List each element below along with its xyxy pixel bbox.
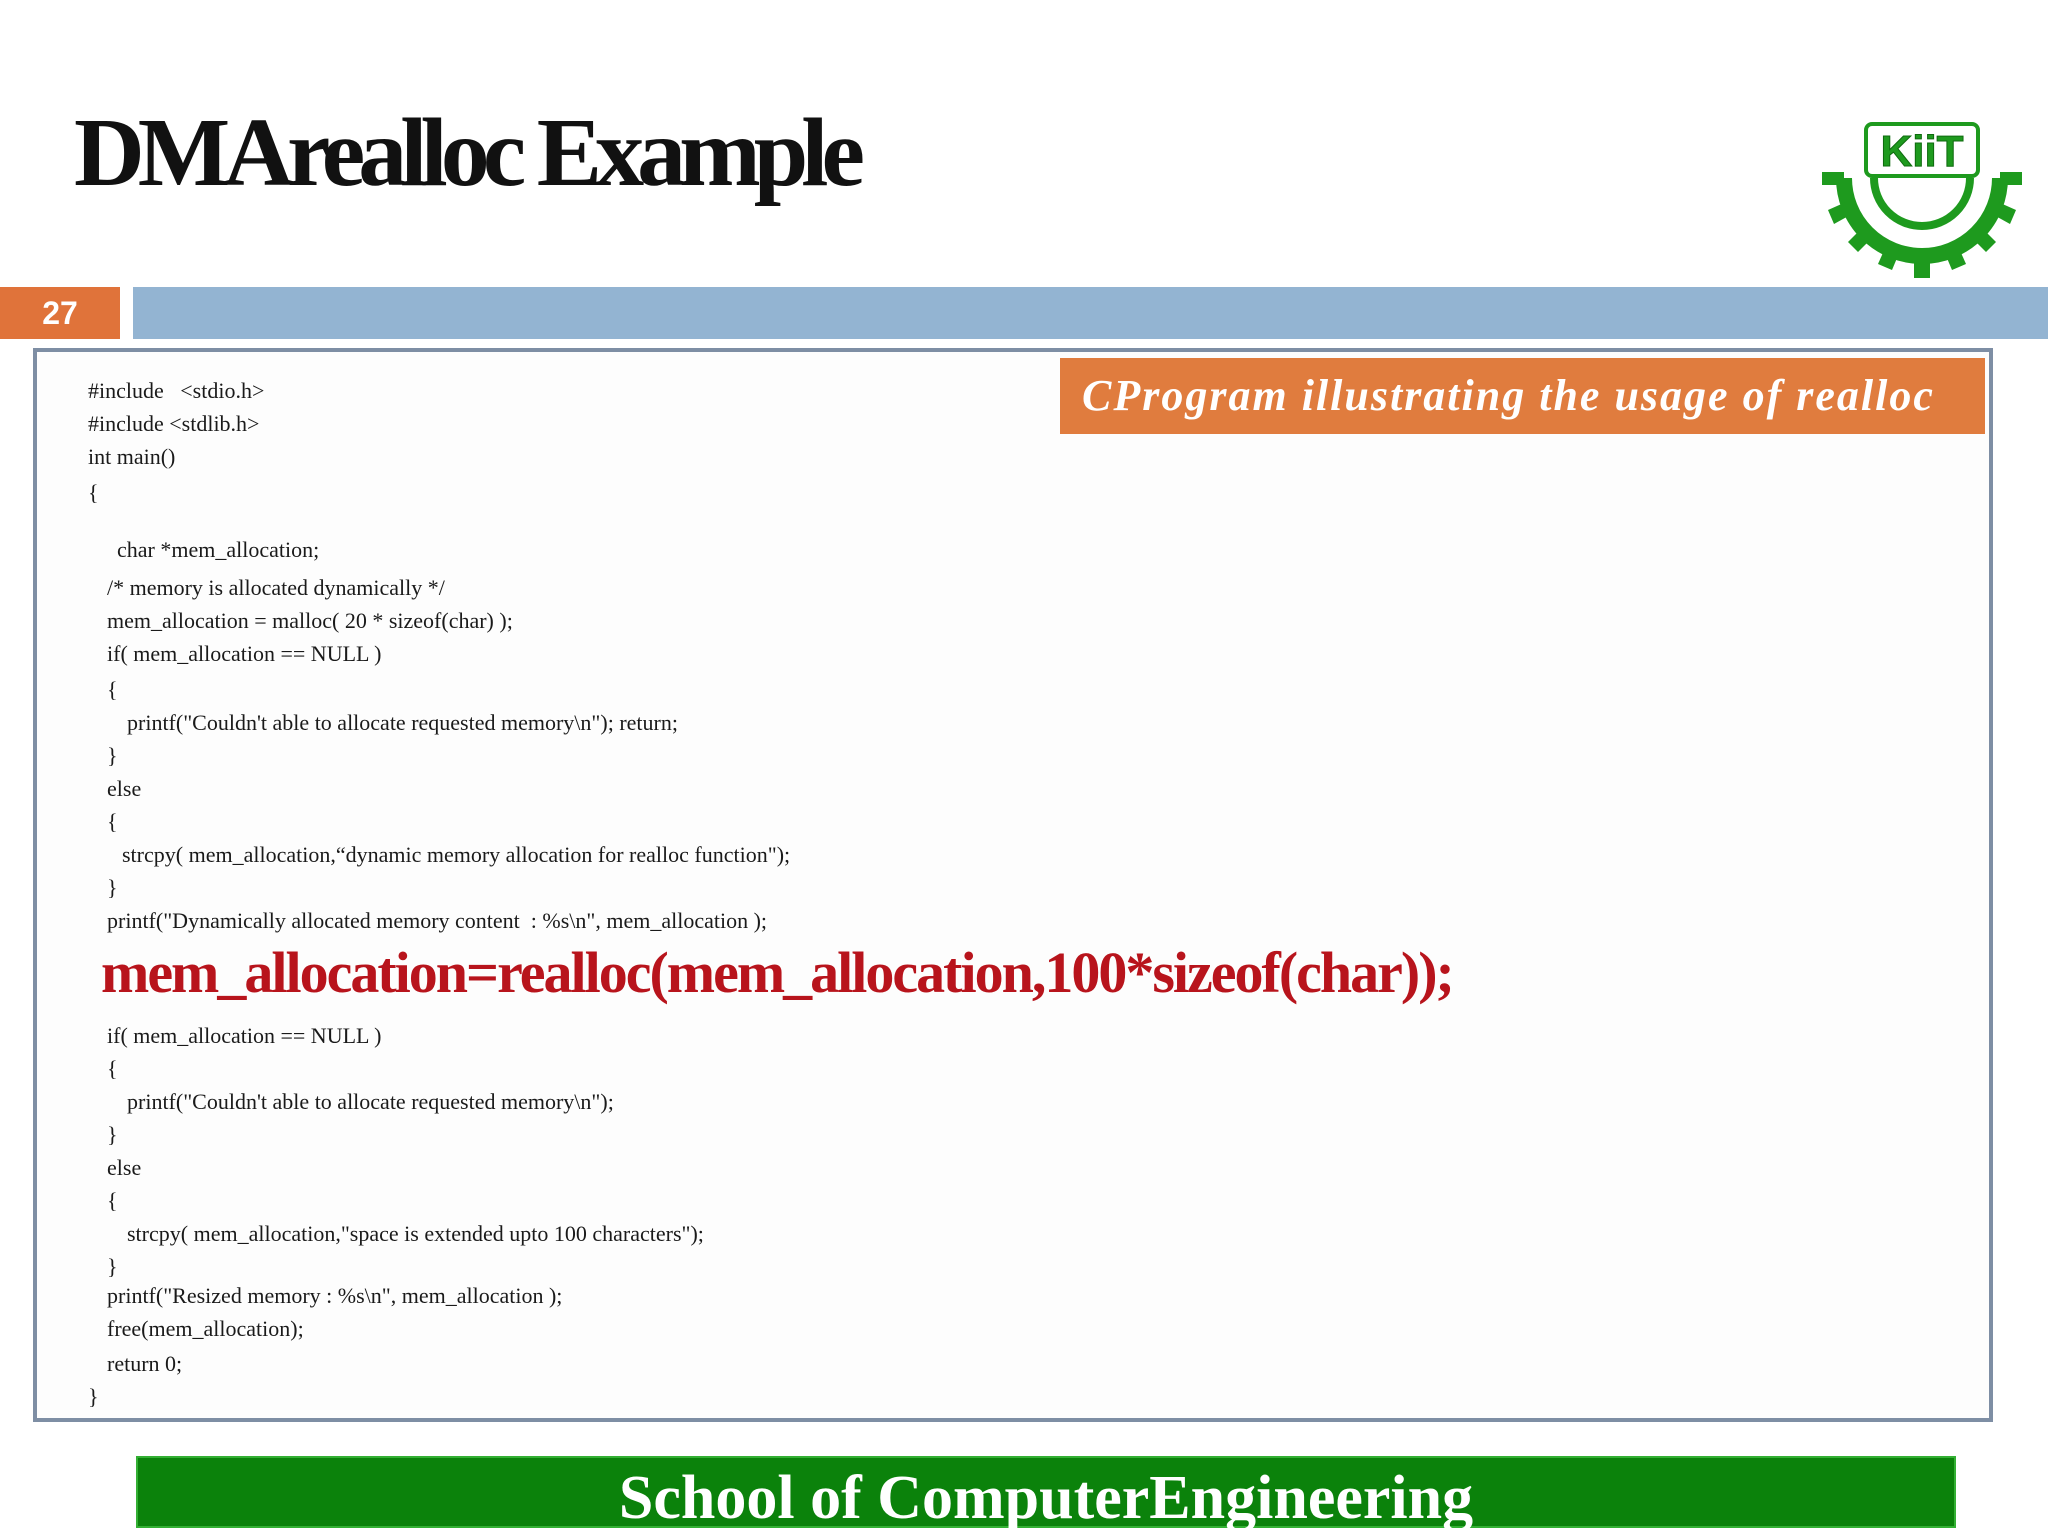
code-line: {: [107, 809, 118, 834]
code-line: printf("Couldn't able to allocate requested memory\n");: [127, 1089, 614, 1114]
code-line: strcpy( mem_allocation,"space is extended upto 100 characters");: [127, 1221, 704, 1246]
code-line: {: [88, 480, 99, 505]
code-line: #include <stdlib.h>: [88, 411, 260, 436]
logo-text: KiiT: [1880, 127, 1964, 176]
slide-number-bar: [0, 287, 120, 339]
code-line: #include <stdio.h>: [88, 378, 265, 403]
kiit-gear-logo-icon: [1822, 118, 2022, 278]
code-line: if( mem_allocation == NULL ): [107, 641, 382, 666]
code-line: }: [88, 1384, 99, 1409]
callout-caption: CProgram illustrating the usage of realloc: [1060, 358, 1985, 434]
code-line: printf("Resized memory : %s\n", mem_allocation );: [107, 1283, 563, 1308]
code-line: char *mem_allocation;: [117, 537, 320, 562]
code-line: free(mem_allocation);: [107, 1316, 304, 1341]
code-line: }: [107, 1254, 118, 1279]
code-line: int main(): [88, 444, 176, 469]
realloc-highlight-line: mem_allocation=realloc(mem_allocation,100*sizeof(char));: [101, 940, 1453, 1005]
code-line: }: [107, 875, 118, 900]
footer-text: School of ComputerEngineering: [618, 1464, 1474, 1532]
code-line: printf("Dynamically allocated memory content : %s\n", mem_allocation );: [107, 908, 768, 933]
slide-title: DMArealloc Example: [74, 99, 858, 207]
code-line: mem_allocation = malloc( 20 * sizeof(char) );: [107, 608, 513, 633]
slide-number: 27: [42, 295, 78, 331]
code-line: strcpy( mem_allocation,“dynamic memory allocation for realloc function");: [122, 842, 791, 867]
code-line: {: [107, 1056, 118, 1081]
code-line: if( mem_allocation == NULL ): [107, 1023, 382, 1048]
code-line: else: [107, 776, 142, 801]
header-bar: [133, 287, 2048, 339]
code-line: printf("Couldn't able to allocate requested memory\n"); return;: [127, 710, 678, 735]
code-line: }: [107, 1122, 118, 1147]
code-line: {: [107, 677, 118, 702]
code-frame: [33, 348, 1993, 1422]
code-line: }: [107, 743, 118, 768]
code-line: {: [107, 1188, 118, 1213]
code-line: else: [107, 1155, 142, 1180]
code-line: /* memory is allocated dynamically */: [107, 575, 445, 600]
code-line: return 0;: [107, 1351, 183, 1376]
footer-bar: [136, 1456, 1956, 1532]
